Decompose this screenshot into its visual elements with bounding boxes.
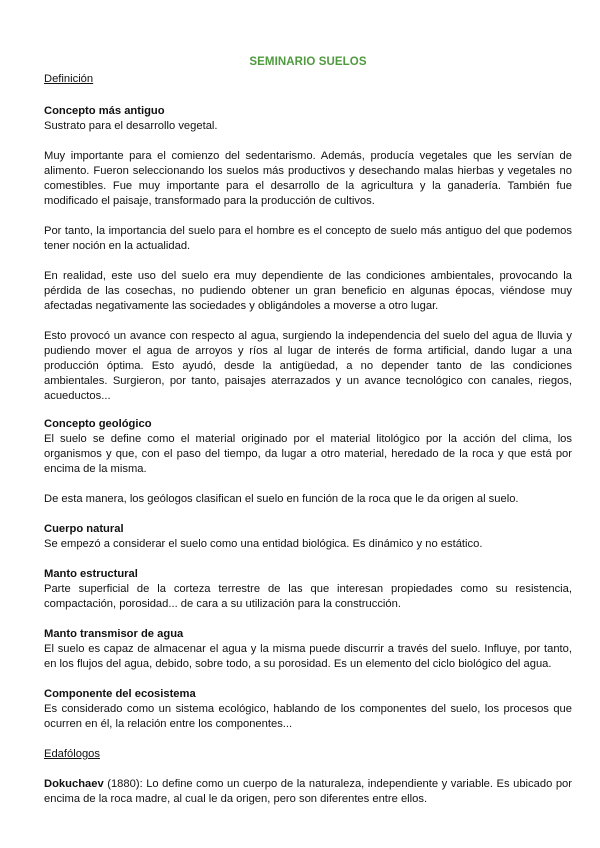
document-page: [44, 56, 572, 807]
heading-concepto-geologico: Concepto geológico: [44, 418, 152, 430]
paragraph: Se empezó a considerar el suelo como una entidad biológica. Es dinámico y no estático.: [44, 538, 483, 550]
paragraph: Esto provocó un avance con respecto al agua, surgiendo la independencia del suelo del agua de lluvia y pudiendo mover el agua de arroyos y ríos al lugar de interés de forma artificial, dando lugar a una producción óptima. Esto ayudó, desde la antigüedad, a no depender tanto de las condiciones ambientales. Surgieron, por tanto, paisajes aterrazados y un avance tecnológico con canales, riegos, acueductos...: [44, 330, 572, 402]
paragraph: Parte superficial de la corteza terrestre de las que interesan propiedades como su resistencia, compactación, porosidad... de cara a su utilización para la construcción.: [44, 583, 572, 610]
edafologos-label: Edafólogos: [44, 748, 100, 760]
spacer: [44, 87, 572, 104]
spacer: [44, 314, 572, 329]
heading-cuerpo-natural: Cuerpo natural: [44, 523, 124, 535]
heading-manto-transmisor: Manto transmisor de agua: [44, 628, 184, 640]
spacer: [44, 209, 572, 224]
spacer: [44, 477, 572, 492]
dokuchaev-name: Dokuchaev: [44, 778, 104, 790]
paragraph: Es considerado como un sistema ecológico, hablando de los componentes del suelo, los procesos que ocurren en él, la relación entre los componentes...: [44, 703, 572, 730]
spacer: [44, 134, 572, 149]
document-title: SEMINARIO SUELOS: [249, 56, 367, 68]
spacer: [44, 254, 572, 269]
spacer: [44, 672, 572, 687]
paragraph: El suelo es capaz de almacenar el agua y la misma puede discurrir a través del suelo. Influye, por tanto, en los flujos del agua, debido, sobre todo, a su porosidad. Es un elemento del ciclo biológico del agua.: [44, 643, 572, 670]
paragraph: Sustrato para el desarrollo vegetal.: [44, 120, 218, 132]
definicion-label: Definición: [44, 73, 94, 85]
spacer: [44, 732, 572, 747]
spacer: [44, 762, 572, 777]
dokuchaev-text: (1880): Lo define como un cuerpo de la naturaleza, independiente y variable. Es ubicado por encima de la roca madre, al cual le da origen, pero son diferentes entre ellos.: [44, 778, 572, 805]
spacer: [44, 404, 572, 417]
spacer: [44, 612, 572, 627]
spacer: [44, 552, 572, 567]
paragraph: Por tanto, la importancia del suelo para el hombre es el concepto de suelo más antiguo del que podemos tener noción en la actualidad.: [44, 225, 572, 252]
paragraph: De esta manera, los geólogos clasifican el suelo en función de la roca que le da origen al suelo.: [44, 493, 519, 505]
dokuchaev-paragraph: [44, 777, 572, 807]
heading-manto-estructural: Manto estructural: [44, 568, 138, 580]
paragraph: En realidad, este uso del suelo era muy dependiente de las condiciones ambientales, provocando la pérdida de las cosechas, no pudiendo obtener un gran beneficio en algunas épocas, viéndose muy afectadas negativamente las sociedades y obligándoles a moverse a otro lugar.: [44, 270, 572, 312]
heading-componente-ecosistema: Componente del ecosistema: [44, 688, 196, 700]
heading-concepto-antiguo: Concepto más antiguo: [44, 105, 165, 117]
paragraph: El suelo se define como el material originado por el material litológico por la acción del clima, los organismos y que, con el paso del tiempo, da lugar a otro material, heredado de la roca y que está por encima de la misma.: [44, 433, 572, 475]
spacer: [44, 507, 572, 522]
paragraph: Muy importante para el comienzo del sedentarismo. Además, producía vegetales que les servían de alimento. Fueron seleccionando los suelos más productivos y desechando malas hierbas y vegetales no comestibles. Fue muy importante para el desarrollo de la agricultura y la ganadería. También fue modificado el paisaje, transformado para la producción de cultivos.: [44, 150, 572, 207]
